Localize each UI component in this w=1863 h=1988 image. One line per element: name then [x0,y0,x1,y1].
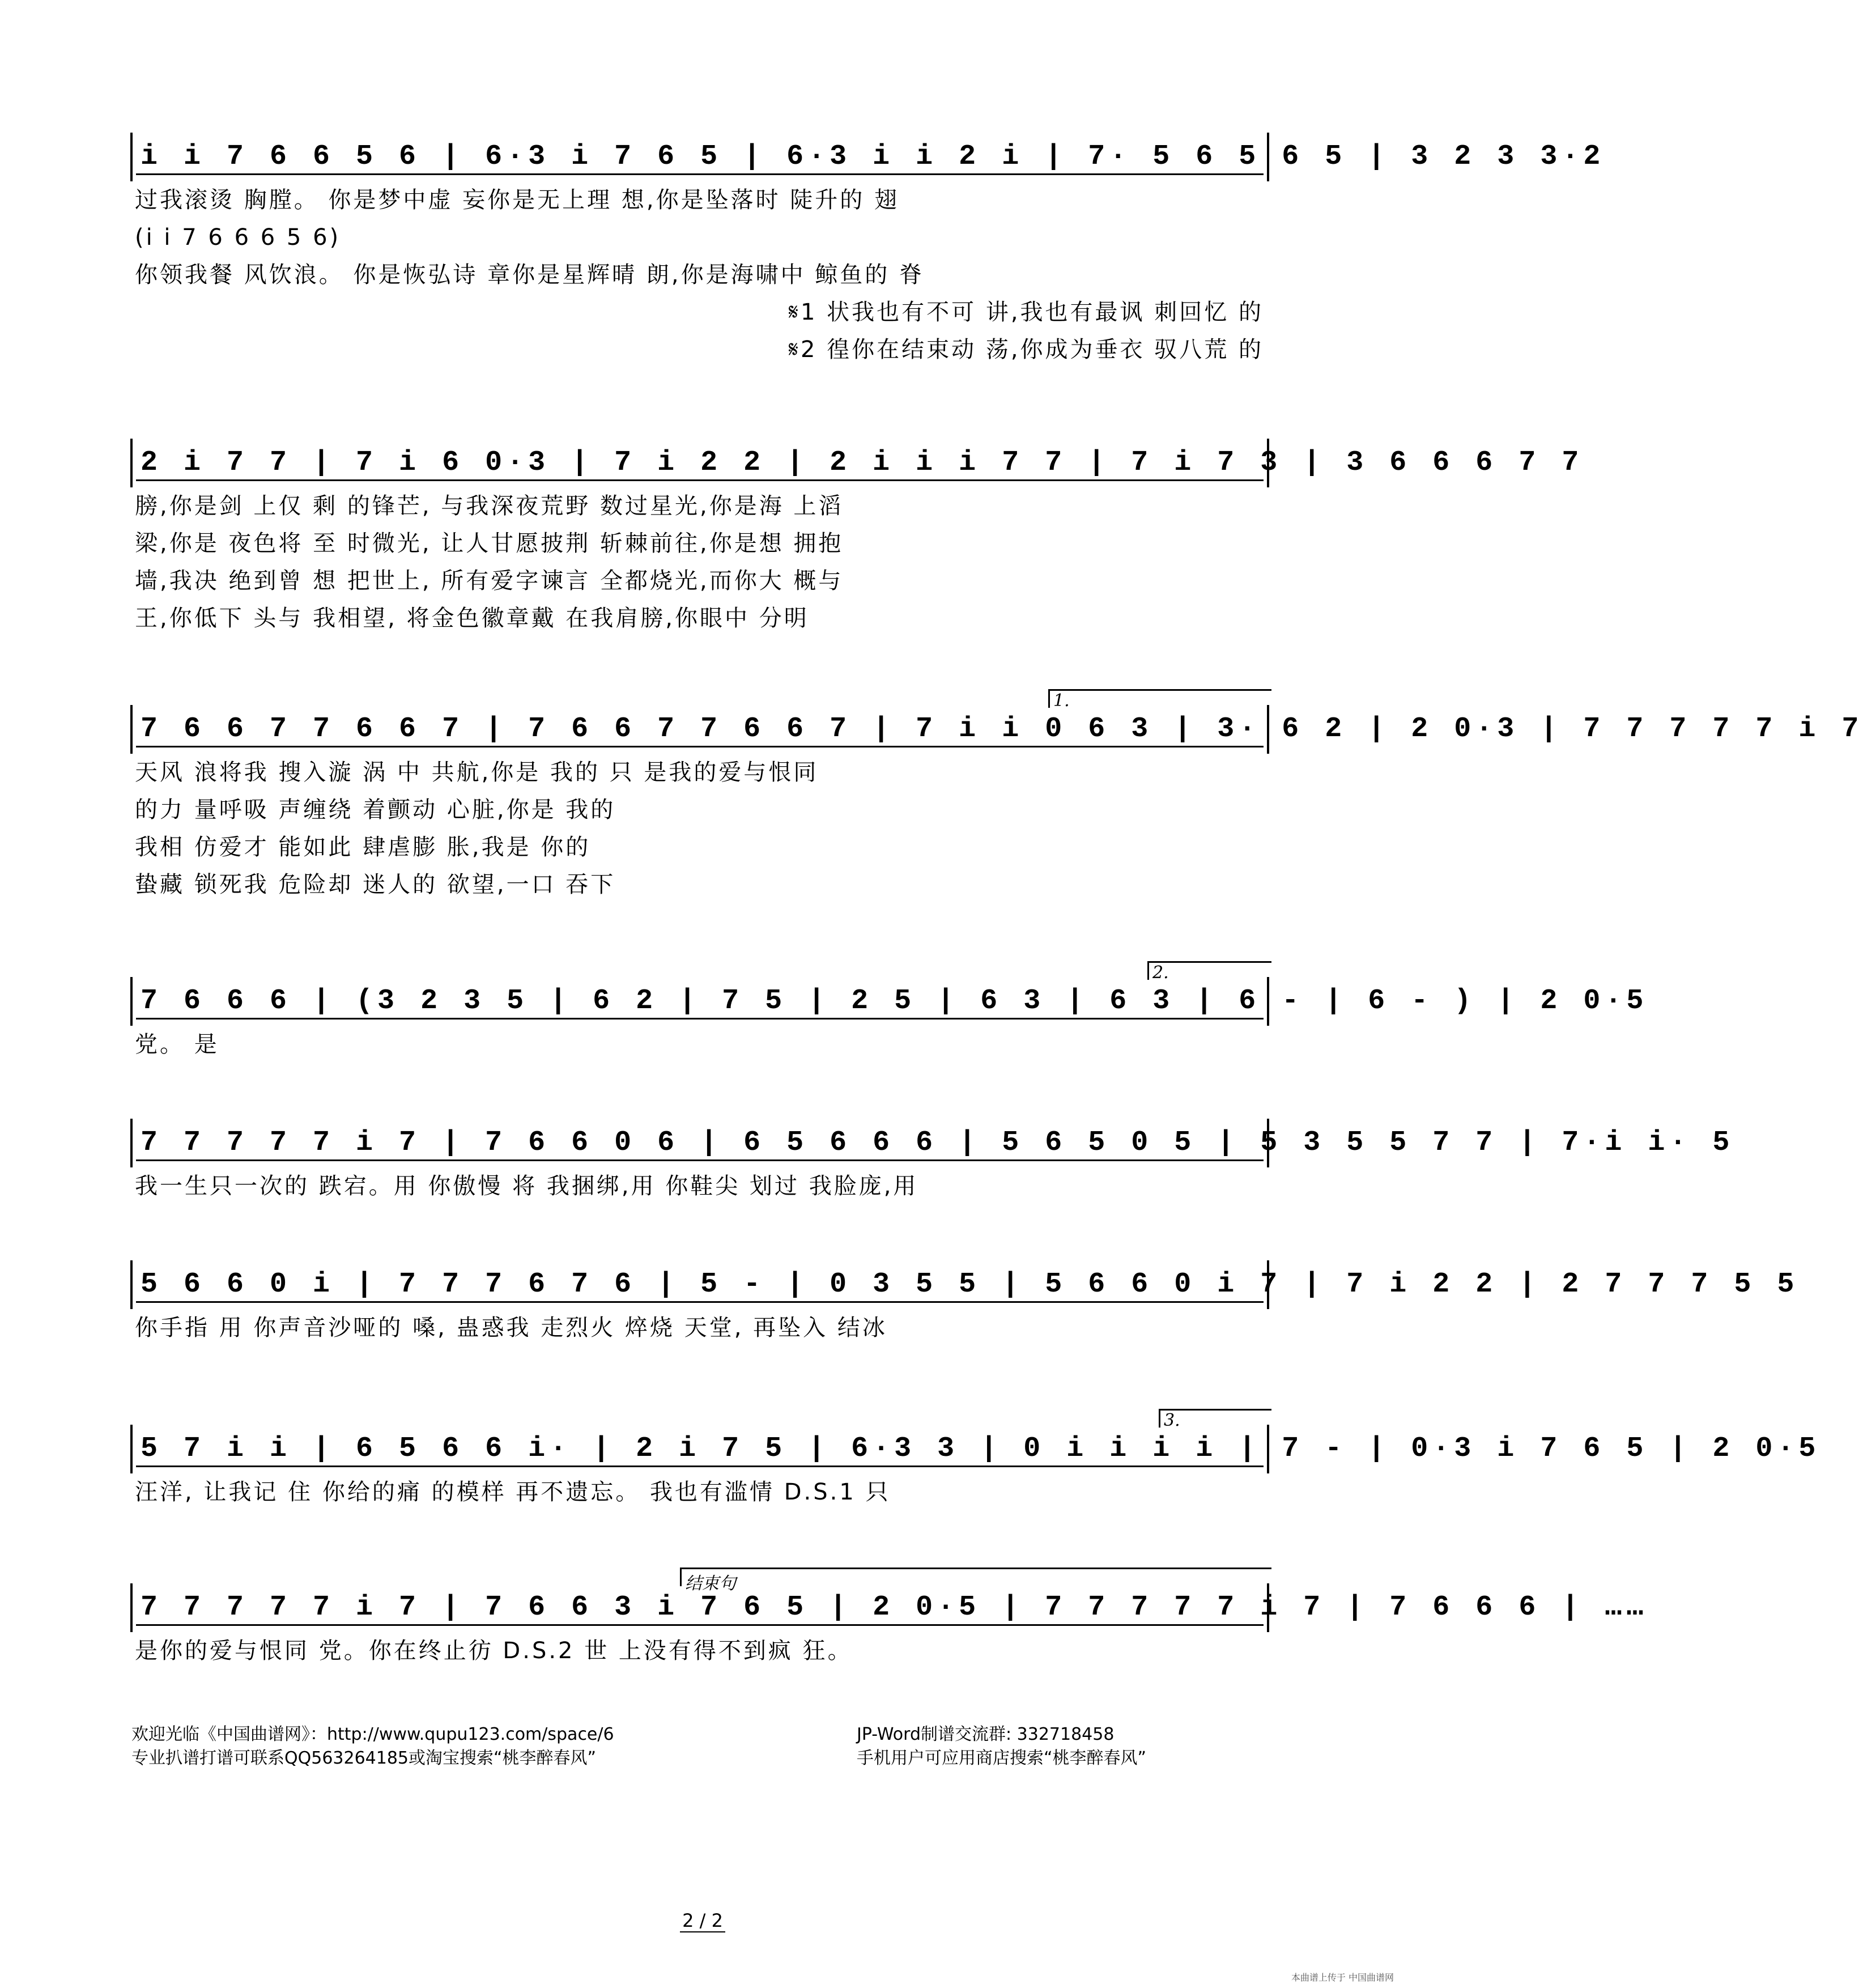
volta-bracket-3: 3. [1159,1409,1271,1428]
jianpu-notes: 5 7 i i | 6 5 6 6 i· | 2 i 7 5 | 6·3 3 | 0 i i i i | 7 - | 0·3 i 7 6 5 | 2 0·5 [141,1433,1821,1465]
score-system-7 [130,1411,1821,1511]
lyric-segno-1: 𝄋1 状我也有不可 讲,我也有最讽 刺回忆 的 [788,299,1264,325]
notation-line [130,1264,1799,1309]
page-number [0,1910,1405,1931]
beam-line [136,1465,1264,1467]
jianpu-notes: 2 i 7 7 | 7 i 6 0·3 | 7 i 2 2 | 2 i i i 7 7 | 7 i 7 3 | 3 6 6 6 7 7 [141,447,1584,479]
notation-line [130,708,1863,754]
upload-stamp: 本曲谱上传于 中国曲谱网 [1291,1972,1394,1983]
lyric-verse-3: 我相 仿爱才 能如此 肆虐膨 胀,我是 你的 [135,834,591,860]
lyric-verse-1: 党。 是 [135,1031,219,1057]
notation-line [130,1587,1648,1632]
coda-bracket: 结束句 [680,1568,1271,1586]
beam-line [136,1159,1264,1161]
score-system-5 [130,1122,1734,1205]
notation-line [130,442,1584,487]
volta-bracket-2: 2. [1147,961,1271,980]
score-system-4 [130,963,1648,1063]
score-system-6 [130,1264,1799,1346]
lyric-verse-1: 膀,你是剑 上仅 剩 的锋芒, 与我深夜荒野 数过星光,你是海 上滔 [135,493,844,519]
lyric-verse-1: 汪洋, 让我记 住 你给的痛 的模样 再不遗忘。 我也有滥情 D.S.1 只 [135,1479,891,1505]
notation-line [130,980,1648,1026]
volta-bracket-1: 1. [1048,689,1271,708]
beam-line [136,173,1264,175]
score-system-1 [130,136,1605,368]
lyric-verse-1: 我一生只一次的 跌宕。用 你傲慢 将 我捆绑,用 你鞋尖 划过 我脸庞,用 [135,1173,918,1199]
beam-line [136,1018,1264,1020]
jianpu-notes: 7 7 7 7 7 i 7 | 7 6 6 0 6 | 6 5 6 6 6 | 5 6 5 0 5 | 5 3 5 5 7 7 | 7·i i· 5 [141,1127,1734,1159]
jianpu-notes: i i 7 6 6 5 6 | 6·3 i 7 6 5 | 6·3 i i 2 i | 7· 5 6 5 6 5 | 3 2 3 3·2 [141,141,1605,173]
lyric-verse-4: 王,你低下 头与 我相望, 将金色徽章戴 在我肩膀,你眼中 分明 [135,605,809,631]
footer-qq-group: JP-Word制谱交流群: 332718458 [857,1724,1115,1744]
interlude-notation: (i i 7 6 6 6 5 6) [135,224,341,250]
lyric-verse-1: 过我滚烫 胸膛。 你是梦中虚 妄你是无上理 想,你是坠落时 陡升的 翅 [135,187,900,213]
beam-line [136,1301,1264,1303]
notation-line [130,1428,1821,1473]
footer-contact: 专业扒谱打谱可联系QQ563264185或淘宝搜索“桃李醉春风” [131,1748,597,1768]
lyric-verse-1: 是你的爱与恨同 党。你在终止彷 D.S.2 世 上没有得不到疯 狂。 [135,1638,853,1664]
lyric-verse-3: 墙,我决 绝到曾 想 把世上, 所有爱字谏言 全都烧光,而你大 概与 [135,568,844,594]
page-number-text: 2 / 2 [680,1910,725,1932]
lyric-verse-2: 的力 量呼吸 声缠绕 着颤动 心脏,你是 我的 [135,797,616,823]
footer-app-note: 手机用户可应用商店搜索“桃李醉春风” [857,1748,1147,1768]
jianpu-notes: 7 7 7 7 7 i 7 | 7 6 6 3 i 7 6 5 | 2 0·5 | 7 7 7 7 7 i 7 | 7 6 6 6 | …… [141,1591,1648,1624]
notation-line [130,136,1605,181]
notation-line [130,1122,1734,1167]
jianpu-notes: 7 6 6 7 7 6 6 7 | 7 6 6 7 7 6 6 7 | 7 i i 0 6 3 | 3· 6 2 | 2 0·3 | 7 7 7 7 7 i 7 [141,713,1863,745]
lyric-verse-1: 你手指 用 你声音沙哑的 嗓, 蛊惑我 走烈火 焠烧 天堂, 再坠入 结冰 [135,1315,887,1341]
lyric-verse-4: 蛰藏 锁死我 危险却 迷人的 欲望,一口 吞下 [135,872,616,898]
beam-line [136,479,1264,481]
score-system-3 [130,691,1863,903]
lyric-verse-1: 天风 浪将我 搜入漩 涡 中 共航,你是 我的 只 是我的爱与恨同 [135,759,819,785]
score-system-8 [130,1574,1648,1670]
jianpu-notes: 5 6 6 0 i | 7 7 7 6 7 6 | 5 - | 0 3 5 5 | 5 6 6 0 i 7 | 7 i 2 2 | 2 7 7 7 5 5 [141,1268,1799,1301]
beam-line [136,1624,1264,1626]
lyric-verse-2: 梁,你是 夜色将 至 时微光, 让人甘愿披荆 斩棘前往,你是想 拥抱 [135,530,844,557]
score-system-2 [130,442,1584,637]
jianpu-notes: 7 6 6 6 | (3 2 3 5 | 6 2 | 7 5 | 2 5 | 6 3 | 6 3 | 6 - | 6 - ) | 2 0·5 [141,985,1648,1017]
lyric-verse-2: 你领我餐 风饮浪。 你是恢弘诗 章你是星辉晴 朗,你是海啸中 鲸鱼的 脊 [135,262,925,288]
footer [131,1723,1282,1774]
beam-line [136,746,1264,747]
footer-site-link[interactable]: 欢迎光临《中国曲谱网》：http://www.qupu123.com/space/6 [131,1724,614,1744]
lyric-segno-2: 𝄋2 徨你在结束动 荡,你成为垂衣 驭八荒 的 [788,337,1264,363]
